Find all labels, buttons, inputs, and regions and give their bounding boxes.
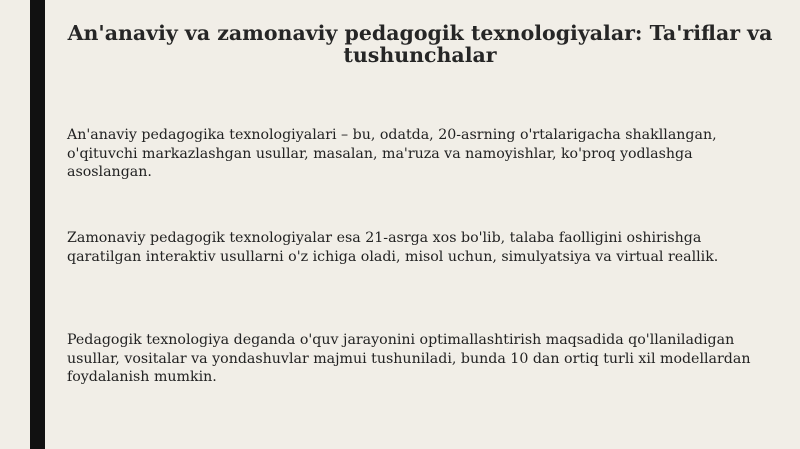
- paragraph-traditional: An'anaviy pedagogika texnologiyalari – bu, odatda, 20-asrning o'rtalarigacha shakllangan, o'qituvchi markazlashgan usullar, masalan, ma'ruza va namoyishlar, ko'proq yodlashga asoslangan.: [67, 127, 717, 180]
- left-accent-bar: [30, 0, 45, 449]
- slide-title: An'anaviy va zamonaviy pedagogik texnologiyalar: Ta'riflar va tushunchalar: [67, 21, 773, 67]
- paragraph-modern: Zamonaviy pedagogik texnologiyalar esa 21-asrga xos bo'lib, talaba faolligini oshirishga qaratilgan interaktiv usullarni o'z ichiga oladi, misol uchun, simulyatsiya va virtual reallik.: [67, 230, 719, 265]
- paragraph-definition: Pedagogik texnologiya deganda o'quv jarayonini optimallashtirish maqsadida qo'llaniladigan usullar, vositalar va yondashuvlar majmui tushuniladi, bunda 10 dan ortiq turli xil modellardan foydalanish mumkin.: [67, 332, 751, 385]
